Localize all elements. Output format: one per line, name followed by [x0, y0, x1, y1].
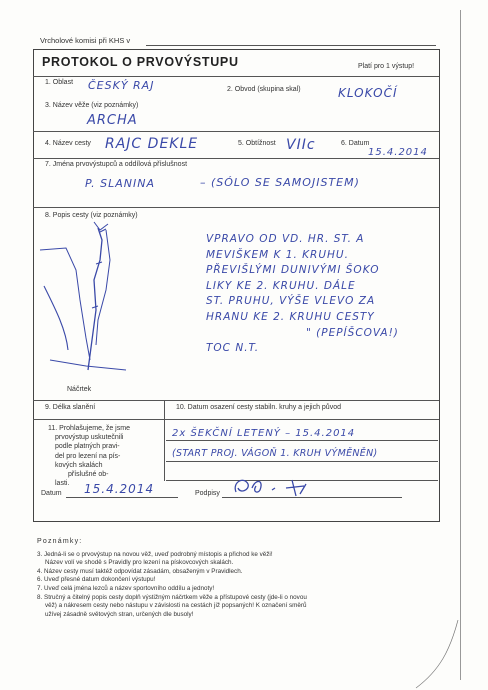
signature-label: Podpisy — [195, 490, 220, 497]
field-4-label: 4. Název cesty — [45, 140, 91, 147]
notes-section — [37, 538, 307, 619]
form-title: PROTOKOL O PRVOVÝSTUPU — [42, 55, 239, 69]
field-10-underline-1 — [166, 440, 438, 441]
signature — [230, 474, 330, 502]
sketch-rock-outline — [88, 228, 102, 370]
field-7-name: P. SLANINA — [85, 177, 155, 190]
declaration-line: kových skalách — [55, 461, 103, 469]
field-7-label: 7. Jména prvovýstupců a oddílová příslušnost — [45, 161, 188, 168]
field-8-label: 8. Popis cesty (viz poznámky) — [45, 212, 138, 219]
field-5-label: 5. Obtížnost — [238, 140, 276, 147]
field-10-line-1: 2x ŠEKČNÍ LETENÝ – 15.4.2014 — [172, 428, 356, 439]
field-4-value: RAJC DEKLE — [105, 136, 199, 152]
description-line: TOC N.T. — [206, 342, 260, 355]
sketch-wall-line — [40, 248, 90, 360]
date-label: Datum — [41, 490, 62, 497]
note-item: 4. Název cesty musí taktéž odpovídat zásadám, obsaženým v Pravidlech. — [37, 567, 243, 575]
description-line: HRANU KE 2. KRUHU CESTY — [206, 310, 375, 323]
date-underline — [66, 497, 178, 498]
field-1-label: 1. Oblast — [45, 79, 74, 86]
declaration-line: del pro lezení na pís- — [55, 452, 121, 460]
sketch-top — [94, 222, 108, 230]
corner-stroke — [416, 620, 458, 688]
field-3-value: ARCHA — [87, 113, 138, 128]
field-5-value: VIIc — [286, 137, 316, 153]
field-10-line-2: (START PROJ. VÁGOŇ 1. KRUH VÝMĚNĚN) — [172, 448, 378, 459]
row-11-separator — [164, 419, 165, 481]
signature-stroke — [235, 480, 306, 496]
route-sketch — [36, 220, 156, 390]
field-1-value: ČESKÝ RAJ — [88, 79, 155, 92]
declaration-line: lasti. — [55, 480, 70, 488]
title-divider — [33, 76, 439, 77]
scan-edge-line — [460, 10, 461, 680]
field-2-value: KLOKOČÍ — [338, 86, 398, 100]
field-7-note: – (SÓLO SE SAMOJISTEM) — [200, 176, 360, 189]
sketch-label: Náčrtek — [67, 386, 92, 393]
declaration-line: 11. Prohlašujeme, že jsme — [48, 425, 130, 432]
declaration-line: podle platných pravi- — [55, 443, 120, 451]
note-item: věž) a nákresem cesty nebo nástupu v závislosti na cestách již popsaných! K označení směrů — [45, 602, 307, 610]
description-line: LIKY KE 2. KRUHU. DÁLE — [206, 279, 356, 292]
field-6-value: 15.4.2014 — [368, 147, 428, 158]
sketch-route-line — [96, 230, 110, 345]
sketch-arch — [44, 286, 68, 350]
field-2-label: 2. Obvod (skupina skal) — [227, 86, 301, 93]
note-item: 6. Uveď přesné datum dokončení výstupu! — [37, 576, 156, 584]
description-line: ST. PRUHU, VÝŠE VLEVO ZA — [206, 295, 376, 308]
description-line: PŘEVIŠLÝMI DUNIVÝMI ŠOKO — [206, 264, 380, 277]
field-6-label: 6. Datum — [341, 140, 370, 147]
description-line: VPRAVO OD VD. HR. ST. A — [206, 233, 365, 245]
field-10-underline-2 — [166, 461, 438, 462]
row-divider-5 — [33, 419, 439, 420]
note-item: Název volí ve shodě s Pravidly pro lezení na pískovcových skalách. — [45, 559, 234, 567]
row-divider-2 — [33, 158, 439, 159]
header-underline — [146, 45, 436, 46]
note-item: 3. Jedná-li se o prvovýstup na novou věž, uveď podrobný místopis a přichod ke věži! — [37, 550, 273, 558]
validity-note: Platí pro 1 výstup! — [358, 63, 415, 70]
description-line: MEVIŠKEM K 1. KRUHU. — [206, 248, 349, 261]
declaration-line: prvovýstup uskutečnili — [55, 434, 124, 442]
declaration-text — [48, 424, 130, 488]
field-3-label: 3. Název věže (viz poznámky) — [45, 102, 139, 109]
notes-title: Poznámky: — [37, 538, 83, 545]
field-10-label: 10. Datum osazení cesty stabiln. kruhy a jejich původ — [176, 404, 341, 411]
commission-label: Vrcholové komisi při KHS v — [40, 36, 131, 45]
row-divider-4 — [33, 400, 439, 401]
note-item: užívej zásadně světových stran, určených dle busoly! — [45, 610, 194, 618]
row-divider-1 — [33, 131, 439, 132]
declaration-line: příslušné ob- — [68, 471, 109, 479]
date-value: 15.4.2014 — [84, 482, 155, 496]
field-9-label: 9. Délka slanění — [45, 404, 96, 411]
row-divider-3 — [33, 207, 439, 208]
note-item: 7. Uveď celá jména lezců a název sportovního oddílu a jednoty! — [37, 584, 215, 592]
scan-corner-mark — [410, 620, 460, 690]
row-9-10-separator — [164, 400, 165, 420]
description-line: " (PEPÍŠCOVA!) — [306, 326, 399, 339]
note-item: 8. Stručný a čitelný popis cesty doplň výstižným náčrtkem věže a přístupové cesty (jde-li o novou — [37, 593, 307, 601]
route-description — [206, 232, 399, 357]
